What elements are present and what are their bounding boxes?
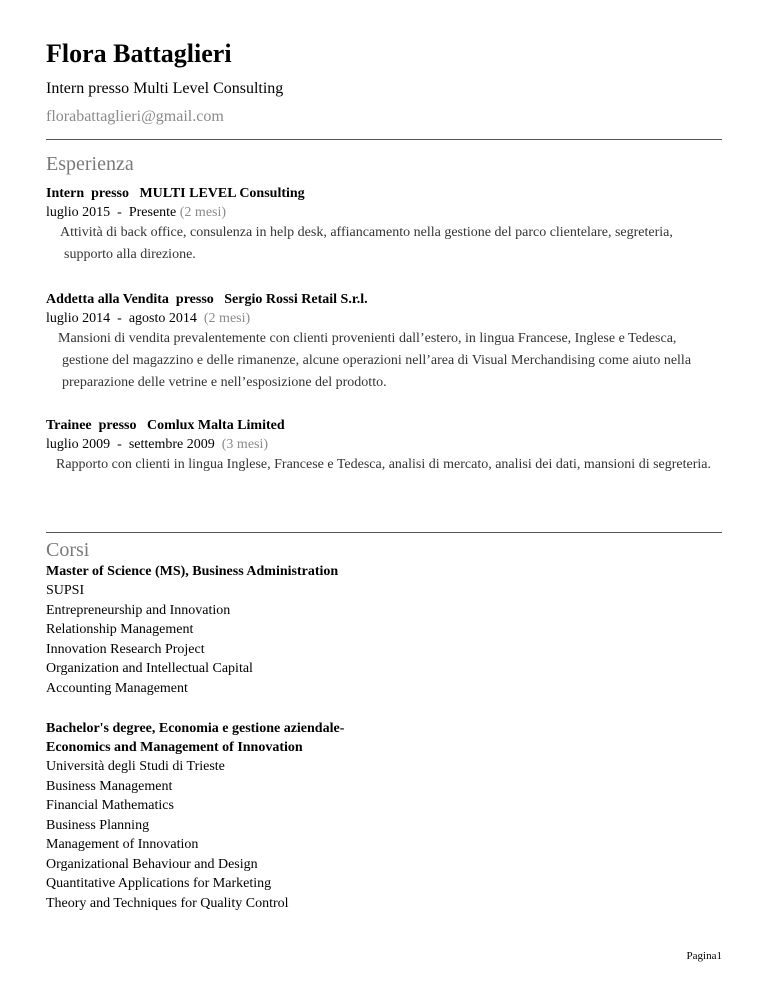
- course-item: Financial Mathematics: [46, 798, 174, 813]
- degree-title-continued: Economics and Management of Innovation: [46, 740, 303, 755]
- job-entry: [46, 184, 722, 266]
- job-dates: [46, 203, 722, 222]
- course-item: Theory and Techniques for Quality Control: [46, 895, 289, 911]
- institution-name: SUPSI: [46, 583, 85, 598]
- job-entry: [46, 416, 722, 476]
- job-entry: [46, 290, 722, 394]
- page-number: Pagina1: [686, 950, 722, 962]
- course-item: Quantitative Applications for Marketing: [46, 876, 272, 891]
- course-item: Management of Innovation: [46, 837, 199, 852]
- job-description-text: Rapporto con clienti in lingua Inglese, Francese e Tedesca, analisi di mercato, analisi dei dati, mansioni di segreteria.: [56, 457, 711, 472]
- job-duration: (2 mesi): [179, 205, 227, 220]
- job-description: [46, 454, 722, 476]
- divider: [46, 532, 722, 533]
- job-duration: (3 mesi): [221, 437, 269, 452]
- course-item: Entrepreneurship and Innovation: [46, 602, 231, 618]
- job-duration: (2 mesi): [203, 311, 251, 326]
- institution-name: Università degli Studi di Trieste: [46, 759, 225, 774]
- divider: [46, 139, 722, 140]
- education-entry: [46, 719, 722, 913]
- education-entry: [46, 562, 722, 698]
- course-item: Organizational Behaviour and Design: [46, 856, 258, 872]
- job-description-text: Attività di back office, consulenza in help desk, affiancamento nella gestione del parco clientelare, segreteria, supporto alla direzione.: [60, 225, 673, 262]
- job-title: Addetta alla Vendita presso Sergio Rossi Retail S.r.l.: [46, 292, 368, 307]
- job-date-range: luglio 2015 - Presente: [46, 205, 180, 220]
- degree-title: Bachelor's degree, Economia e gestione aziendale-: [46, 721, 345, 736]
- course-item: Relationship Management: [46, 622, 194, 637]
- job-description-text: Mansioni di vendita prevalentemente con clienti provenienti dall’estero, in lingua Francese, Inglese e Tedesca, gestione del magazzino e delle rimanenze, alcune operazioni nell’area di Visual Merchandising come aiuto nella preparazione delle vetrine e nell’esposizione del prodotto.: [58, 331, 692, 390]
- course-item: Business Management: [46, 778, 173, 794]
- job-dates: [46, 435, 722, 454]
- job-description: [46, 328, 722, 394]
- job-title: Intern presso MULTI LEVEL Consulting: [46, 186, 305, 201]
- job-date-range: luglio 2009 - settembre 2009: [46, 437, 222, 452]
- headline: Intern presso Multi Level Consulting: [46, 80, 284, 97]
- job-description: [46, 222, 722, 266]
- degree-title: Master of Science (MS), Business Administration: [46, 564, 339, 579]
- course-item: Accounting Management: [46, 680, 188, 696]
- course-item: Innovation Research Project: [46, 641, 205, 657]
- section-title-courses: Corsi: [46, 539, 90, 561]
- course-item: Business Planning: [46, 817, 150, 833]
- email-address: florabattaglieri@gmail.com: [46, 108, 224, 125]
- person-name: Flora Battaglieri: [46, 39, 232, 68]
- course-item: Organization and Intellectual Capital: [46, 661, 253, 676]
- section-title-experience: Esperienza: [46, 153, 134, 175]
- job-date-range: luglio 2014 - agosto 2014: [46, 311, 204, 326]
- job-title: Trainee presso Comlux Malta Limited: [46, 418, 285, 433]
- job-dates: [46, 309, 722, 328]
